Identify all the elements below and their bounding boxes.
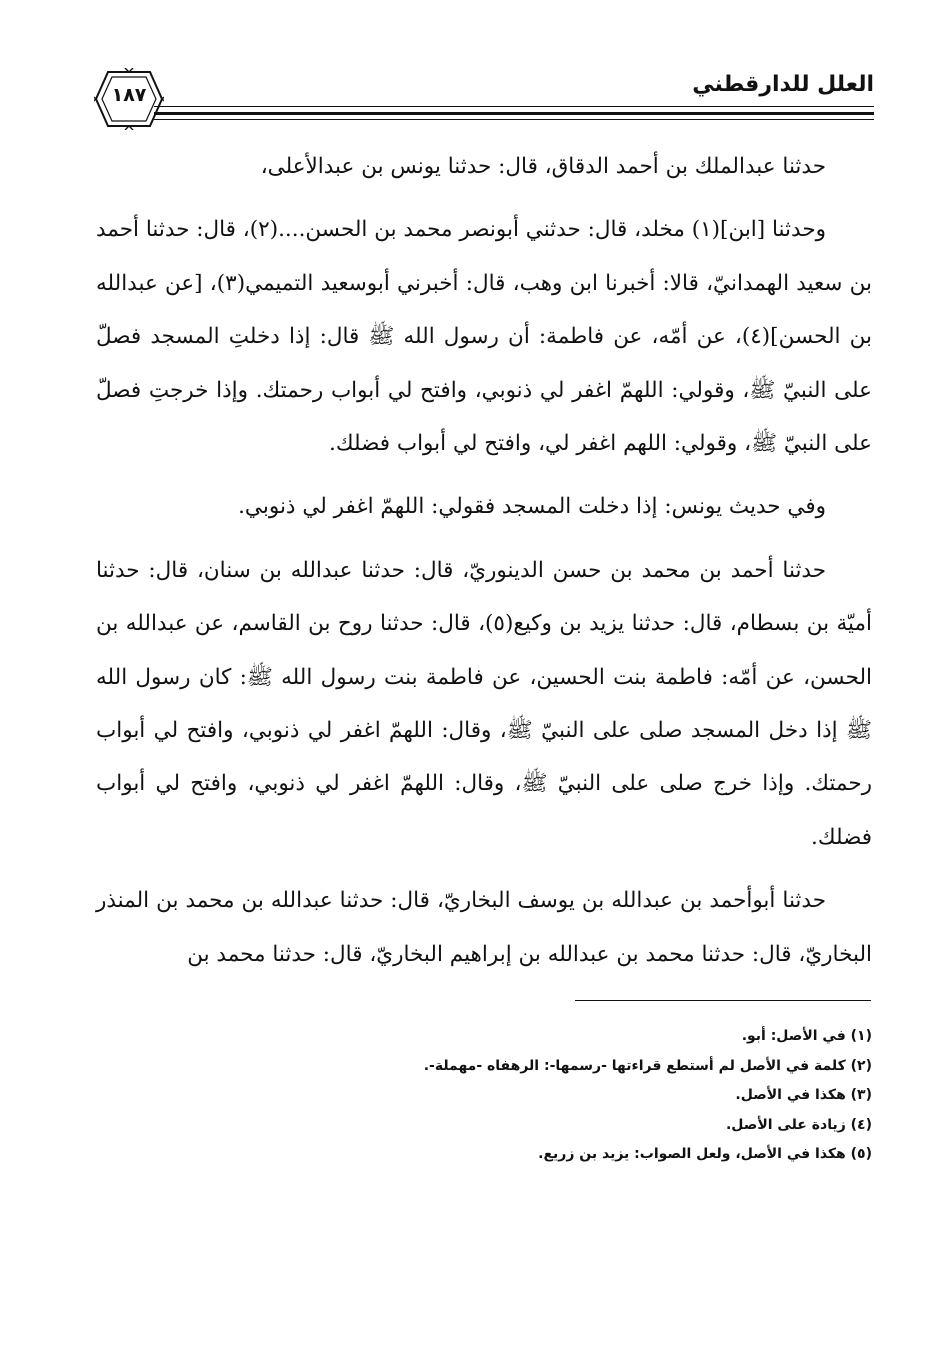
- page-number-badge: [94, 68, 164, 130]
- footnote-separator: [575, 1000, 871, 1001]
- footnote: (١) في الأصل: أبو.: [741, 1028, 872, 1044]
- page-header: [94, 68, 874, 128]
- book-title: العلل للدارقطني: [692, 72, 874, 97]
- paragraph: وحدثنا [ابن](١) مخلد، قال: حدثني أبونصر محمد بن الحسن....(٢)، قال: حدثنا أحمد بن سعيد الهمدانيّ، قالا: أخبرنا ابن وهب، قال: أخبرني أبوسعيد التميمي(٣)، [عن عبدالله بن الحسن](٤)، عن أمّه، عن فاطمة: أن رسول الله ﷺ قال: إذا دخلتِ المسجد فصلّ على النبيّ ﷺ، وقولي: اللهمّ اغفر لي ذنوبي، وافتح لي أبواب رحمتك. وإذا خرجتِ فصلّ على النبيّ ﷺ، وقولي: اللهم اغفر لي، وافتح لي أبواب فضلك.: [96, 217, 873, 457]
- header-rule: [154, 106, 874, 107]
- page-number: ١٨٧: [111, 84, 147, 106]
- footnote: (٢) كلمة في الأصل لم أستطع قراءتها -رسمها-: الرهفاه -مهملة-.: [423, 1057, 872, 1074]
- paragraph: وفي حديث يونس: إذا دخلت المسجد فقولي: اللهمّ اغفر لي ذنوبي.: [238, 494, 826, 520]
- footnotes: [96, 1022, 872, 1170]
- paragraph: حدثنا عبدالملك بن أحمد الدقاق، قال: حدثنا يونس بن عبدالأعلى،: [260, 154, 826, 179]
- footnote: (٥) هكذا في الأصل، ولعل الصواب: يزيد بن زريع.: [538, 1146, 872, 1162]
- footnote: (٤) زيادة على الأصل.: [725, 1116, 872, 1133]
- header-rule: [154, 112, 874, 115]
- header-rule: [154, 119, 874, 120]
- footnote: (٣) هكذا في الأصل.: [735, 1087, 872, 1103]
- main-text: [96, 140, 872, 981]
- paragraph: حدثنا أحمد بن محمد بن حسن الدينوريّ، قال: حدثنا عبدالله بن سنان، قال: حدثنا أميّة بن بسطام، قال: حدثنا يزيد بن وكيع(٥)، قال: حدثنا روح بن القاسم، عن عبدالله بن الحسن، عن أمّه: فاطمة بنت الحسين، عن فاطمة بنت رسول الله ﷺ: كان رسول الله ﷺ إذا دخل المسجد صلى على النبيّ ﷺ، وقال: اللهمّ اغفر لي ذنوبي، وافتح لي أبواب رحمتك. وإذا خرج صلى على النبيّ ﷺ، وقال: اللهمّ اغفر لي ذنوبي، وافتح لي أبواب فضلك.: [96, 557, 872, 850]
- paragraph: حدثنا أبوأحمد بن عبدالله بن يوسف البخاريّ، قال: حدثنا عبدالله بن محمد بن المنذر البخاريّ، قال: حدثنا محمد بن عبدالله بن إبراهيم البخاريّ، قال: حدثنا محمد بن: [96, 888, 872, 967]
